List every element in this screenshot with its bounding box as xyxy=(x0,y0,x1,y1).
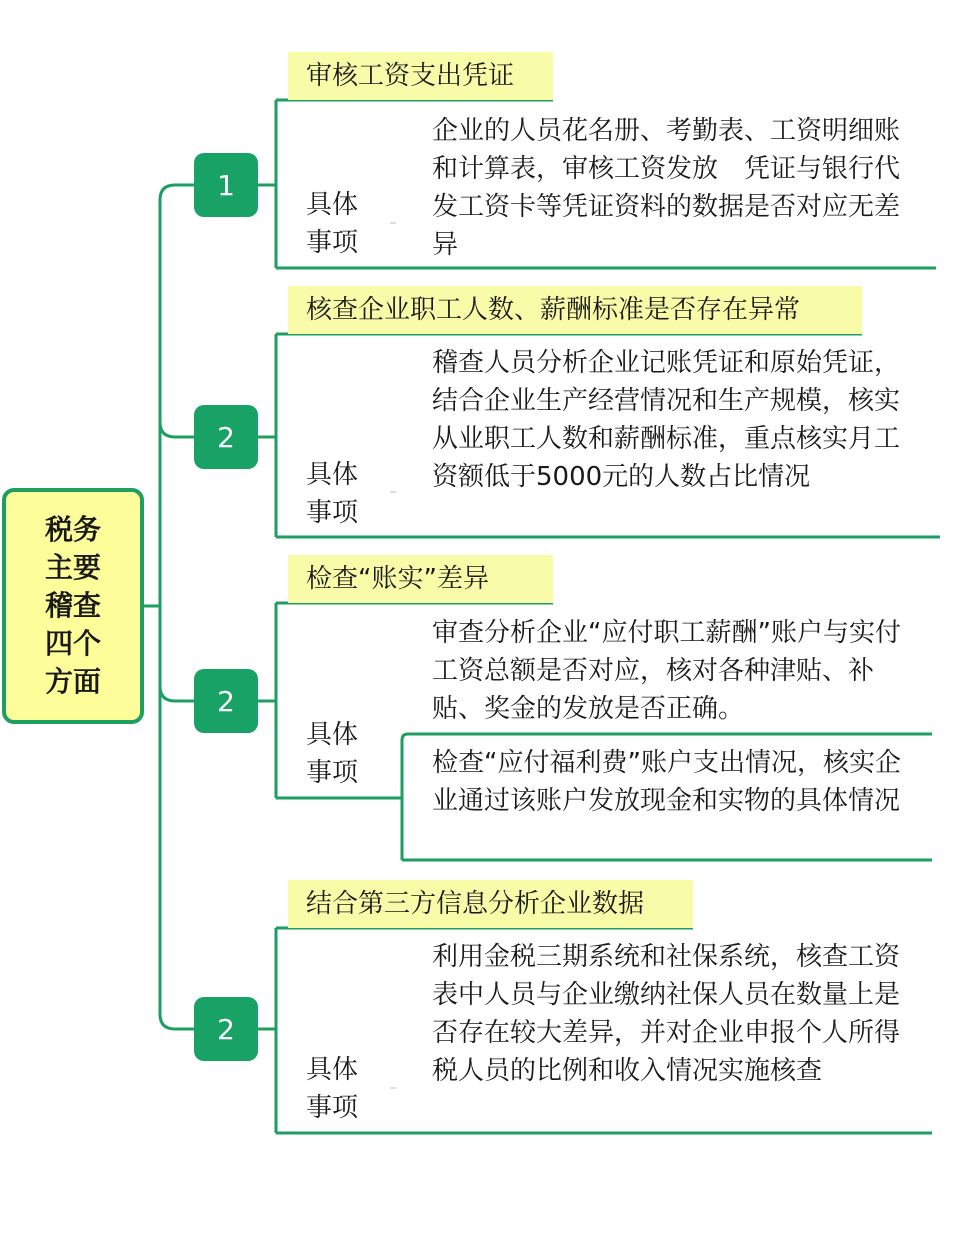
section-label: 具体事项 xyxy=(306,190,359,258)
section-detail: 审查分析企业“应付职工薪酬”账户与实付工资总额是否对应，核对各种津贴、补贴、奖金的发放是否正确。 xyxy=(432,618,901,724)
node-1 xyxy=(194,153,258,217)
root-node xyxy=(2,488,144,724)
section-label: 具体事项 xyxy=(306,460,359,528)
section-title: 审核工资支出凭证 xyxy=(288,52,553,100)
section-title: 检查“账实”差异 xyxy=(288,555,553,603)
section-title: 核查企业职工人数、薪酬标准是否存在异常 xyxy=(288,286,862,334)
section-detail: 企业的人员花名册、考勤表、工资明细账和计算表，审核工资发放 凭证与银行代发工资卡等凭证资料的数据是否对应无差异 xyxy=(432,116,901,260)
section-title: 结合第三方信息分析企业数据 xyxy=(288,880,693,928)
root-label: 税务主要稽查四个方面 xyxy=(44,513,101,698)
node-number: 1 xyxy=(217,168,235,202)
node-3 xyxy=(194,669,258,733)
node-number: 2 xyxy=(217,420,235,454)
section-detail: 利用金税三期系统和社保系统，核查工资表中人员与企业缴纳社保人员在数量上是否存在较大差异，并对企业申报个人所得税人员的比例和收入情况实施核查 xyxy=(432,942,901,1086)
section-label: 具体事项 xyxy=(306,1055,359,1123)
node-2 xyxy=(194,405,258,469)
node-number: 2 xyxy=(217,684,235,718)
section-detail: 检查“应付福利费”账户支出情况，核实企业通过该账户发放现金和实物的具体情况 xyxy=(432,748,901,816)
node-4 xyxy=(194,997,258,1061)
section-label: 具体事项 xyxy=(306,720,359,788)
node-number: 2 xyxy=(217,1012,235,1046)
section-detail: 稽查人员分析企业记账凭证和原始凭证，结合企业生产经营情况和生产规模，核实从业职工人数和薪酬标准，重点核实月工资额低于5000元的人数占比情况 xyxy=(432,348,901,492)
